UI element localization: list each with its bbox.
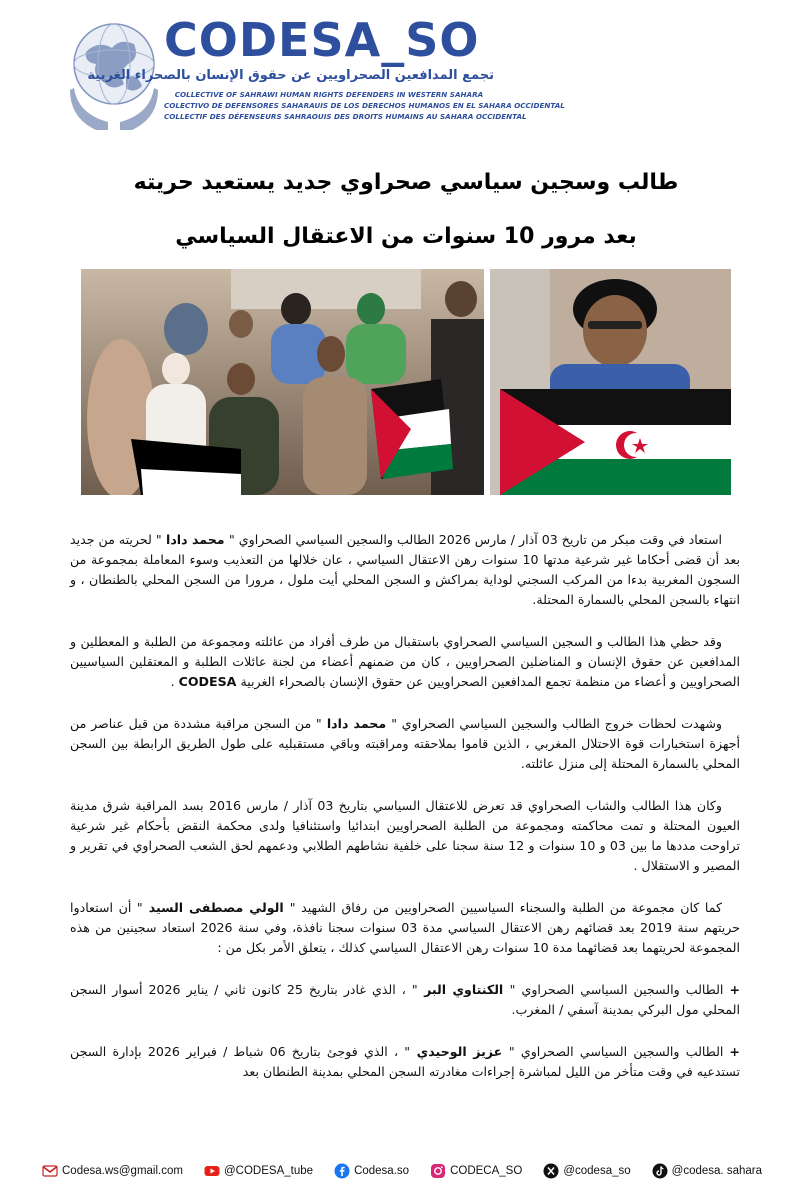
paragraph-1 <box>70 530 740 610</box>
contact-footer <box>42 1158 762 1184</box>
p2-text-start: وقد حظي هذا الطالب و السجين السياسي الصحراوي باستقبال من طرف أفراد من عائلته ومجموعة من الطلبة و المعطلين و المدافعين عن حقوق الإنسان و المناضلين الصحراويين ، كان من ضمنهم أعضاء من لجنة عائلات الطلبة و المعتقلين السياسيين الصحراويين و أعضاء من منظمة تجمع المدافعين الصحراويين عن حقوق الإنسان بالصحراء الغربية <box>70 634 740 689</box>
tiktok-handle: @codesa. sahara <box>671 1165 762 1177</box>
facebook-handle: Codesa.so <box>354 1165 410 1177</box>
p1-text-start: استعاد في وقت مبكر من تاريخ 03 آذار / مارس 2026 الطالب والسجين السياسي الصحراوي " <box>228 532 723 547</box>
footer-youtube[interactable] <box>204 1163 313 1179</box>
p5-person-name: الولي مصطفى السيد <box>142 900 290 915</box>
brand-name: CODESA_SO <box>164 13 480 67</box>
p3-text-end: " من السجن مراقبة مشددة من قبل عناصر من أجهزة استخبارات قوة الاحتلال المغربي ، الذين قاموا بملاحقته ومراقبته وباقي مستقبليه على طول الطريق الرابطة بين السجن المحلي بالسمارة المحتلة إلى منزل عائلته. <box>70 716 740 771</box>
email-text: Codesa.ws@gmail.com <box>62 1165 183 1177</box>
b1-person-name: الكنتاوي البر <box>417 982 510 997</box>
footer-tiktok[interactable] <box>652 1163 762 1179</box>
bullet-plus-icon: + <box>729 1044 740 1059</box>
footer-x[interactable] <box>543 1163 630 1179</box>
gmail-icon <box>42 1163 58 1179</box>
brand-spanish-subtitle: COLECTIVO DE DEFENSORES SAHARAUIS DE LOS DERECHOS HUMANOS EN EL SAHARA OCCIDENTAL <box>164 101 565 110</box>
youtube-handle: @CODESA_tube <box>224 1165 314 1177</box>
article-body <box>70 530 740 1104</box>
footer-instagram[interactable] <box>430 1163 522 1179</box>
facebook-icon <box>334 1163 350 1179</box>
x-icon <box>543 1163 559 1179</box>
paragraph-3 <box>70 714 740 774</box>
p1-text-end: " لحريته من جديد بعد أن قضى أحكاما غير شرعية مدتها 10 سنوات رهن الاعتقال السياسي ، عان خلالها من التعذيب وسوء المعاملة بمجموعة من السجون المغربية بدءا من المركب السجني لوداية بمراكش و السجن المحلي أيت ملول ، مرورا من السجن المحلي بالطنطان ، و انتهاء بالسجن المحلي بالسمارة المحتلة. <box>70 532 740 607</box>
footer-email[interactable] <box>42 1163 183 1179</box>
x-handle: @codesa_so <box>563 1165 631 1177</box>
footer-facebook[interactable] <box>334 1163 409 1179</box>
page-title-line-2: بعد مرور 10 سنوات من الاعتقال السياسي <box>175 224 637 249</box>
bullet-item-1 <box>70 980 740 1020</box>
brand-french-subtitle: COLLECTIF DES DÉFENSEURS SAHRAOUIS DES DROITS HUMAINS AU SAHARA OCCIDENTAL <box>164 112 527 121</box>
instagram-handle: CODECA_SO <box>450 1165 523 1177</box>
portrait-photo <box>490 269 731 495</box>
paragraph-2 <box>70 632 740 692</box>
bullet-plus-icon: + <box>729 982 740 997</box>
p1-person-name: محمد دادا <box>161 532 229 547</box>
p5-text-end: " أن استعادوا حريتهم سنة 2019 بعد قضائهم رهن الاعتقال السياسي مدة 03 سنوات سجنا نافذة، وفي سنة 2026 استعاد سجينين من هذه المجموعة لحريتهما بعد قضائهما مدة 10 سنوات رهن الاعتقال السياسي كذلك ، يتعلق الأمر بكل من : <box>70 900 741 955</box>
youtube-icon <box>204 1163 220 1179</box>
p5-text-start: كما كان مجموعة من الطلبة والسجناء السياسيين الصحراويين من رفاق الشهيد " <box>289 900 722 915</box>
paragraph-5 <box>70 898 740 958</box>
p3-text-start: وشهدت لحظات خروج الطالب والسجين السياسي الصحراوي " <box>391 716 722 731</box>
b2-text-start: الطالب والسجين السياسي الصحراوي " <box>508 1044 724 1059</box>
b2-text-end: " ، الذي فوجئ بتاريخ 06 شباط / فبراير 2026 بإدارة السجن تستدعيه في وقت متأخر من الليل لمباشرة إجراءات مغادرته السجن المحلي بمدينة الطنطان بعد <box>70 1044 740 1079</box>
tiktok-icon <box>652 1163 668 1179</box>
paragraph-4: وكان هذا الطالب والشاب الصحراوي قد تعرض للاعتقال السياسي بتاريخ 03 آذار / مارس 2016 بسد المراقبة شرق مدينة العيون المحتلة و تمت محاكمته ومجموعة من الطلبة الصحراويين ابتدائيا واستئنافيا ولدى محكمة النقض بأحكام غير شرعية تراوحت مددها ما بين 03 و 10 سنوات و 12 سنة سجنا على خلفية نشاطهم الطلابي ودعمهم لحق الشعب الصحراوي في تقرير و المصير و الاستقلال . <box>70 798 740 873</box>
p3-person-name: محمد دادا <box>321 716 392 731</box>
brand-arabic-subtitle: تجمع المدافعين الصحراويين عن حقوق الإنسان بالصحراء الغربية <box>87 68 494 83</box>
brand-english-subtitle: COLLECTIVE OF SAHRAWI HUMAN RIGHTS DEFENDERS IN WESTERN SAHARA <box>174 90 484 99</box>
instagram-icon <box>430 1163 446 1179</box>
page-title-line-1: طالب وسجين سياسي صحراوي جديد يستعيد حريته <box>133 170 679 195</box>
b1-text-end: " ، الذي غادر بتاريخ 25 كانون ثاني / يناير 2026 أسوار السجن المحلي مول البركي بمدينة آسفي / المغرب. <box>70 982 740 1017</box>
group-photo <box>81 269 484 495</box>
codesa-logo <box>68 12 565 134</box>
b1-text-start: الطالب والسجين السياسي الصحراوي " <box>509 982 724 997</box>
p2-text-end: . <box>170 674 175 689</box>
p2-org-name: CODESA <box>178 674 237 689</box>
b2-person-name: عزيز الوحيدي <box>410 1044 509 1059</box>
bullet-item-2 <box>70 1042 740 1082</box>
